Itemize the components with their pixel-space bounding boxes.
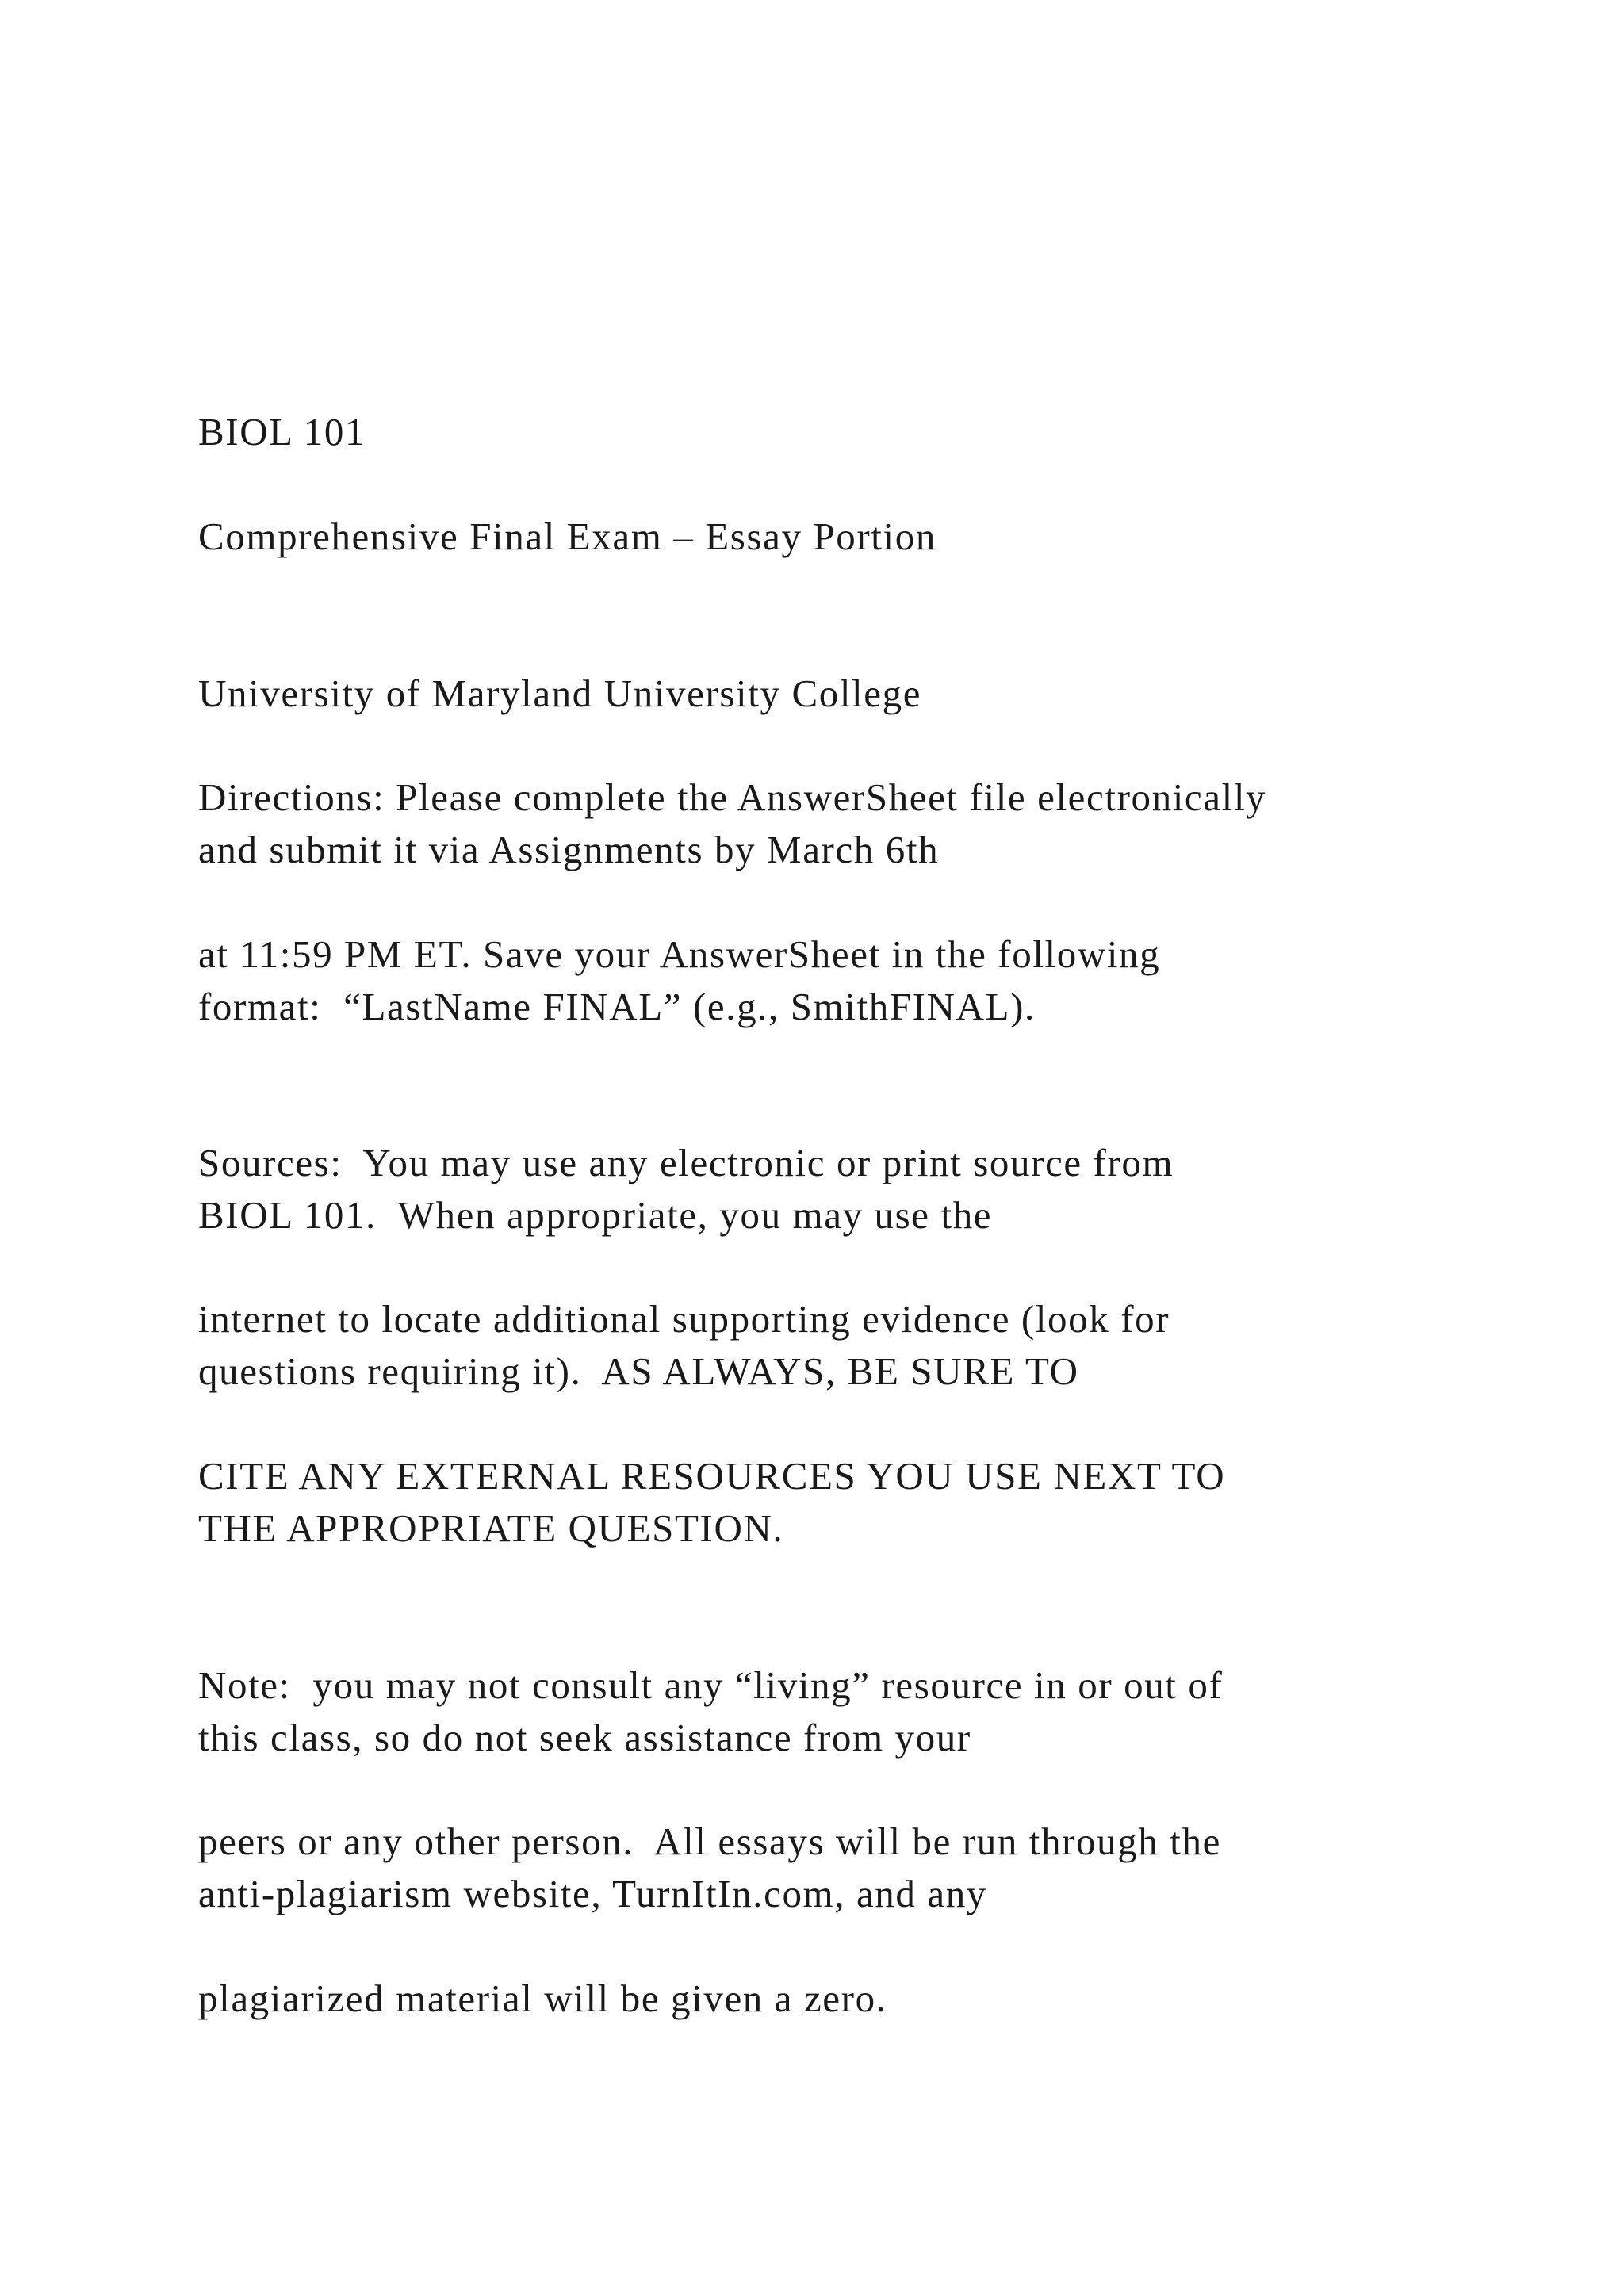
sources-paragraph-1: Sources: You may use any electronic or print source from BIOL 101. When appropriate, you may use the: [198, 1141, 1174, 1237]
note-paragraph-2: peers or any other person. All essays will be run through the anti-plagiarism website, TurnItIn.com, and any: [198, 1820, 1221, 1915]
directions-paragraph-1: Directions: Please complete the AnswerSheet file electronically and submit it via Assignments by March 6th: [198, 775, 1267, 871]
sources-paragraph-2: internet to locate additional supporting evidence (look for questions requiring it). AS ALWAYS, BE SURE TO: [198, 1297, 1170, 1393]
exam-title: Comprehensive Final Exam – Essay Portion: [198, 515, 936, 558]
sources-paragraph-3: CITE ANY EXTERNAL RESOURCES YOU USE NEXT TO THE APPROPRIATE QUESTION.: [198, 1454, 1226, 1550]
course-code: BIOL 101: [198, 410, 366, 453]
directions-paragraph-2: at 11:59 PM ET. Save your AnswerSheet in the following format: “LastName FINAL” (e.g., SmithFINAL).: [198, 932, 1161, 1028]
note-paragraph-3: plagiarized material will be given a zero.: [198, 1976, 887, 2020]
institution-name: University of Maryland University College: [198, 672, 922, 715]
note-paragraph-1: Note: you may not consult any “living” resource in or out of this class, so do not seek assistance from your: [198, 1663, 1224, 1759]
